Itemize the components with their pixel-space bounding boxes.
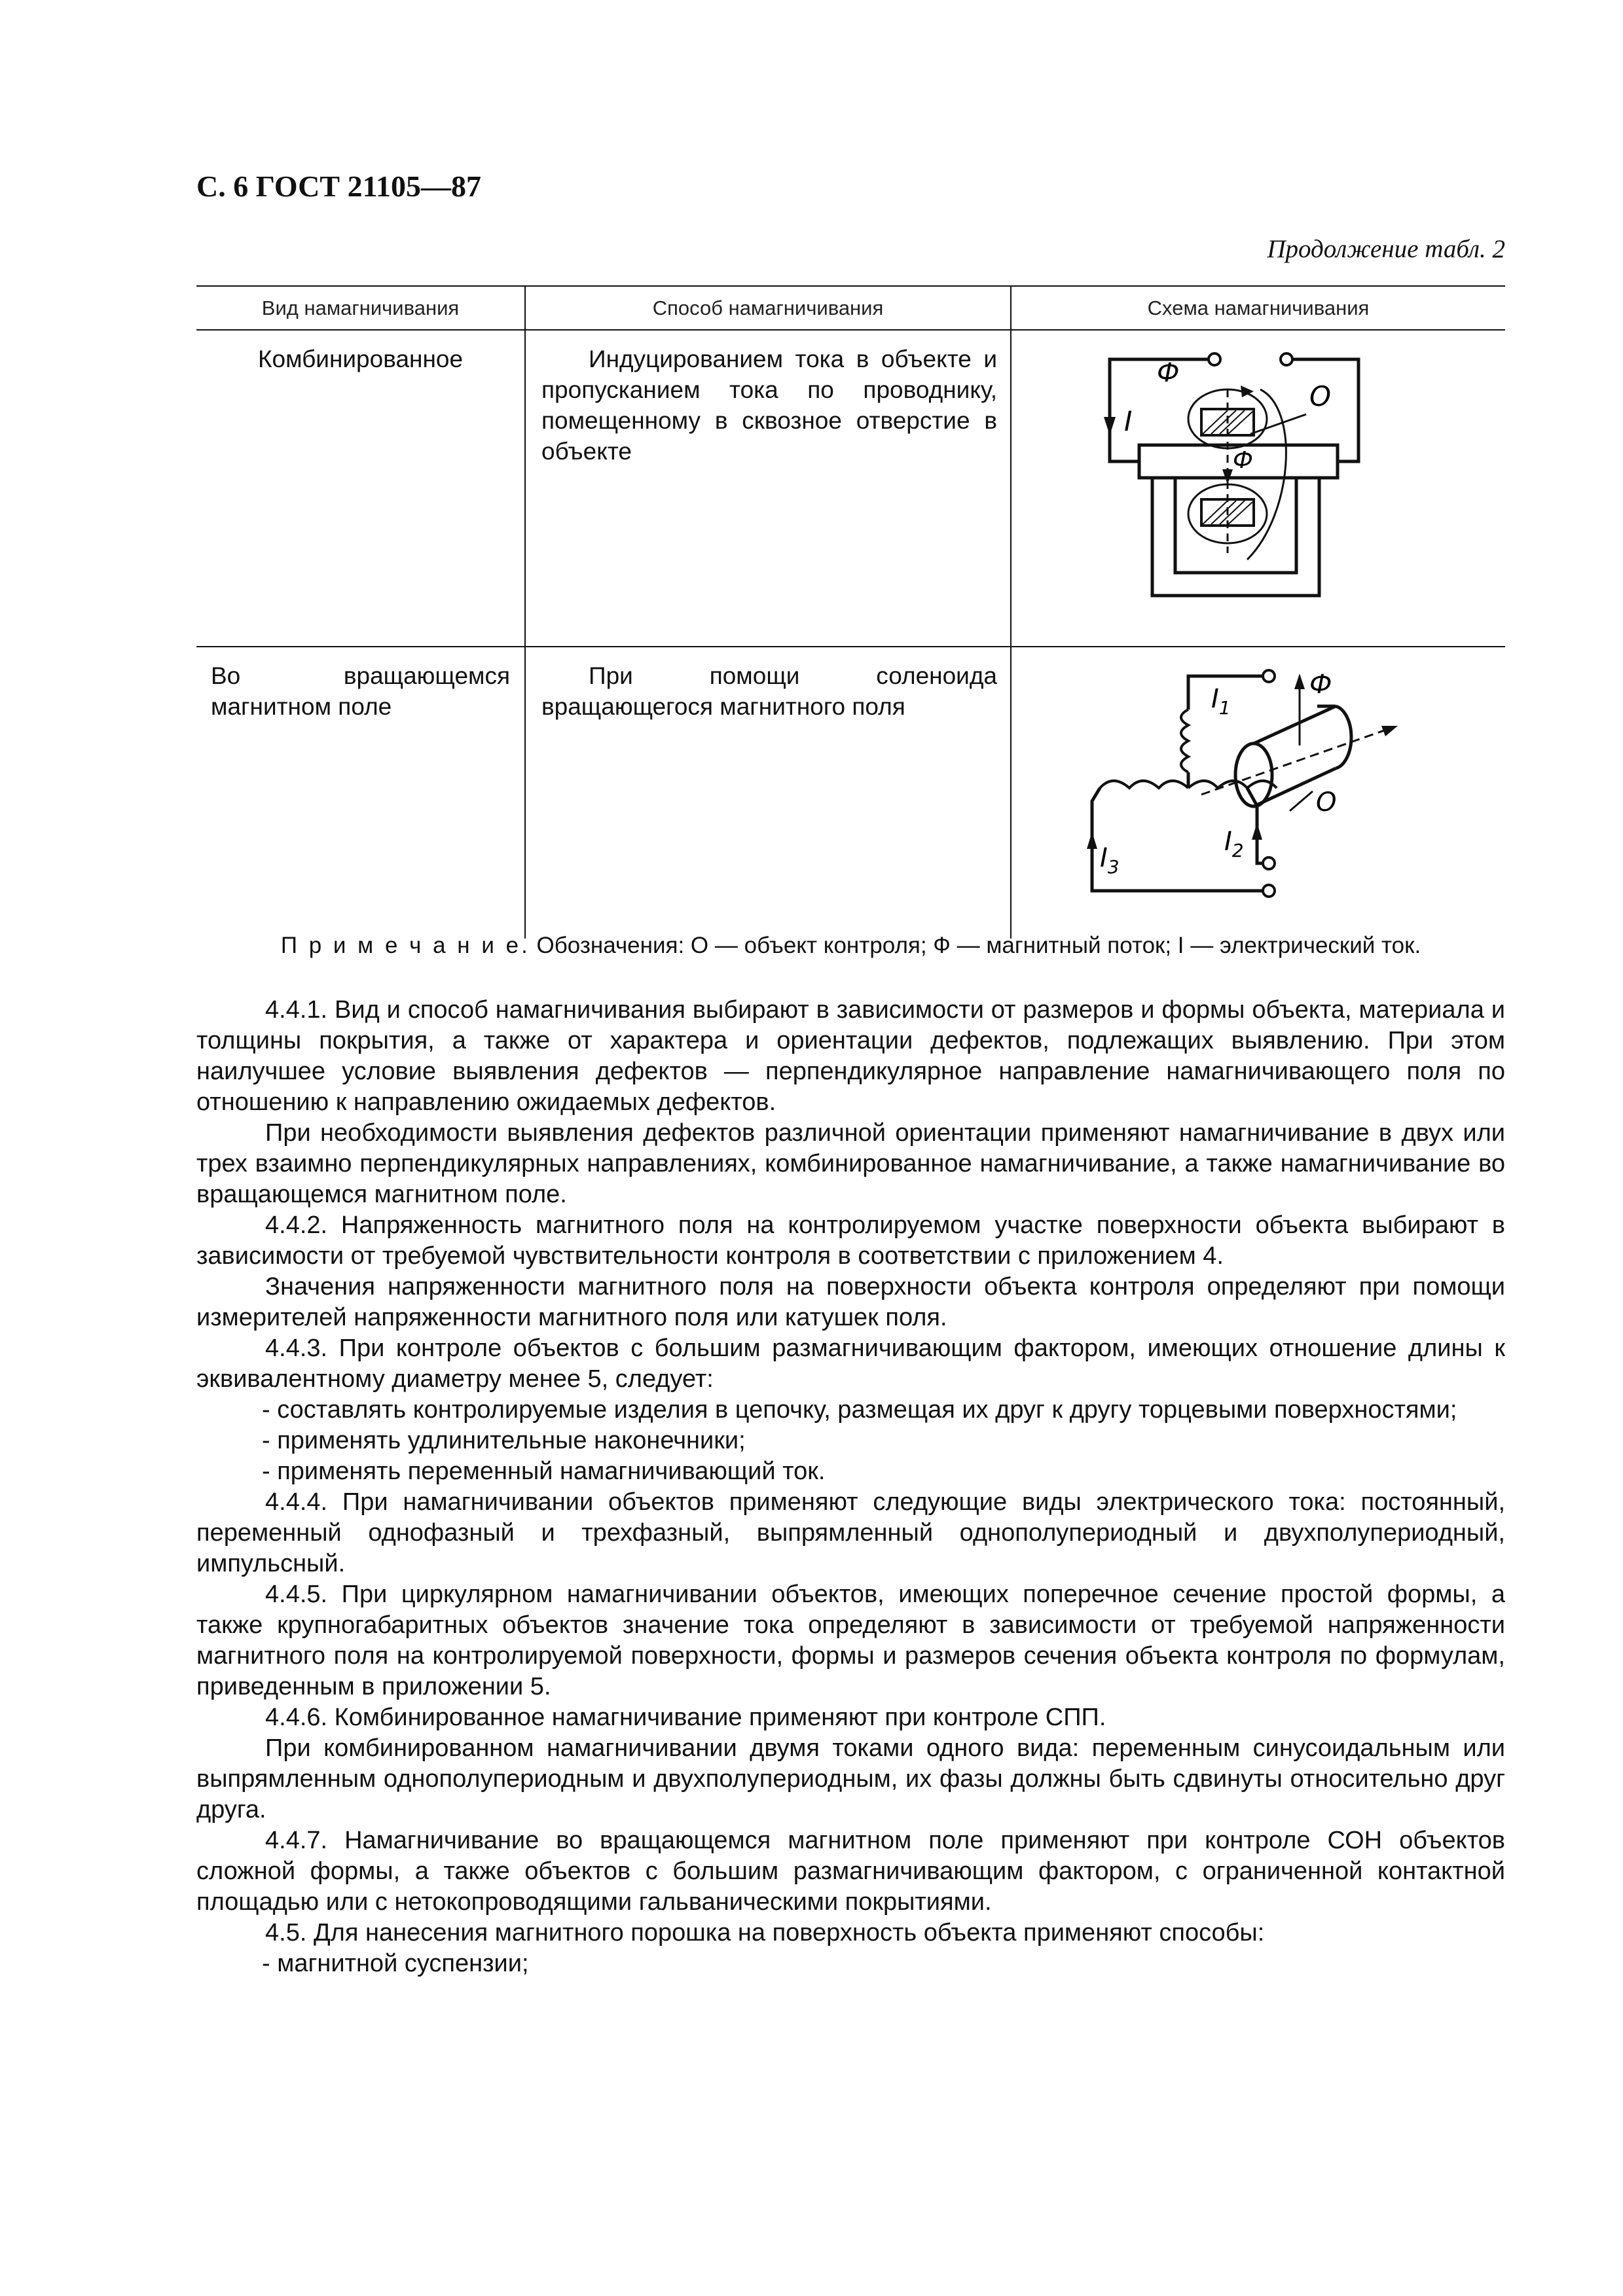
cell-method: При помощи соленоида вращающегося магнитного поля [525, 647, 1011, 939]
paragraph: Значения напряженности магнитного поля на поверхности объекта контроля определяют при помощи измерителей напряженности магнитного поля или катушек поля. [196, 1273, 1505, 1331]
flux-label: Ф [1309, 670, 1332, 700]
paragraph: 4.4.4. При намагничивании объектов применяют следующие виды электрического тока: постоянный, переменный однофазный и трехфазный, выпрямленный однополупериодный и двухполупериодный, импульсный. [196, 1488, 1505, 1577]
list-item: - применять удлинительные наконечники; [262, 1427, 746, 1454]
table-header-row [196, 286, 1505, 330]
page-header: С. 6 ГОСТ 21105—87 [196, 170, 482, 203]
table-row [196, 647, 1505, 939]
body-text [196, 995, 1505, 1979]
col-header-type: Вид намагничивания [196, 286, 525, 330]
flux-label-mid: Ф [1233, 447, 1253, 474]
object-label: О [1316, 787, 1337, 817]
current-label: I [1124, 405, 1133, 437]
flux-label-top: Ф [1157, 358, 1180, 388]
cell-schema [1011, 647, 1505, 939]
paragraph: 4.4.2. Напряженность магнитного поля на контролируемом участке поверхности объекта выбирают в зависимости от требуемой чувствительности контроля в соответствии с приложением 4. [196, 1211, 1505, 1270]
paragraph: При необходимости выявления дефектов различной ориентации применяют намагничивание в двух или трех взаимно перпендикулярных направлениях, комбинированное намагничивание, а также намагничивание во вращающемся магнитном поле. [196, 1119, 1505, 1208]
current-1-label: $I_1$ [1211, 684, 1231, 719]
list-item: - составлять контролируемые изделия в цепочку, размещая их друг к другу торцевыми поверхностями; [262, 1396, 1457, 1424]
rotating-field-diagram [1080, 660, 1447, 909]
cell-schema [1011, 330, 1505, 647]
object-label: О [1309, 380, 1332, 412]
magnetization-table [196, 285, 1505, 939]
current-2-label: $I_2$ [1224, 827, 1244, 861]
col-header-method: Способ намагничивания [525, 286, 1011, 330]
cell-type: Комбинированное [196, 330, 525, 647]
paragraph: 4.5. Для нанесения магнитного порошка на поверхность объекта применяют способы: [265, 1919, 1265, 1946]
cell-method: Индуцированием тока в объекте и пропусканием тока по проводнику, помещенному в сквозное отверстие в объекте [525, 330, 1011, 647]
combined-magnetization-diagram [1097, 344, 1404, 612]
paragraph: 4.4.3. При контроле объектов с большим размагничивающим фактором, имеющих отношение длины к эквивалентному диаметру менее 5, следует: [196, 1335, 1505, 1393]
col-header-schema: Схема намагничивания [1011, 286, 1505, 330]
paragraph: При комбинированном намагничивании двумя токами одного вида: переменным синусоидальным или выпрямленным однополупериодным и двухполупериодным, их фазы должны быть сдвинуты относительно друг друга. [196, 1734, 1505, 1823]
paragraph: 4.4.6. Комбинированное намагничивание применяют при контроле СПП. [265, 1704, 1106, 1731]
paragraph: 4.4.1. Вид и способ намагничивания выбирают в зависимости от размеров и формы объекта, материала и толщины покрытия, а также от характера и ориентации дефектов, подлежащих выявлению. При этом наилучшее условие выявления дефектов — перпендикулярное направление намагничивающего поля по отношению к направлению ожидаемых дефектов. [196, 996, 1505, 1116]
table-row [196, 330, 1505, 647]
current-3-label: $I_3$ [1100, 843, 1120, 878]
paragraph: 4.4.5. При циркулярном намагничивании объектов, имеющих поперечное сечение простой формы, а также крупногабаритных объектов значение тока определяют в зависимости от требуемой напряженности магнитного поля на контролируемой поверхности, формы и размеров сечения объекта контроля по формулам, приведенным в приложении 5. [196, 1581, 1505, 1700]
table-continuation: Продолжение табл. 2 [1267, 235, 1505, 263]
paragraph: 4.4.7. Намагничивание во вращающемся магнитном поле применяют при контроле СОН объектов сложной формы, а также объектов с большим размагничивающим фактором, с ограниченной контактной площадью или с нетокопроводящими гальваническими покрытиями. [196, 1827, 1505, 1916]
note-label: П р и м е ч а н и е. [280, 933, 530, 958]
list-item: - магнитной суспензии; [262, 1950, 529, 1977]
table-note [196, 933, 1505, 959]
note-text: Обозначения: О — объект контроля; Ф — магнитный поток; I — электрический ток. [530, 933, 1421, 958]
cell-type: Во вращающемся магнитном поле [211, 662, 510, 720]
list-item: - применять переменный намагничивающий ток. [262, 1458, 826, 1485]
